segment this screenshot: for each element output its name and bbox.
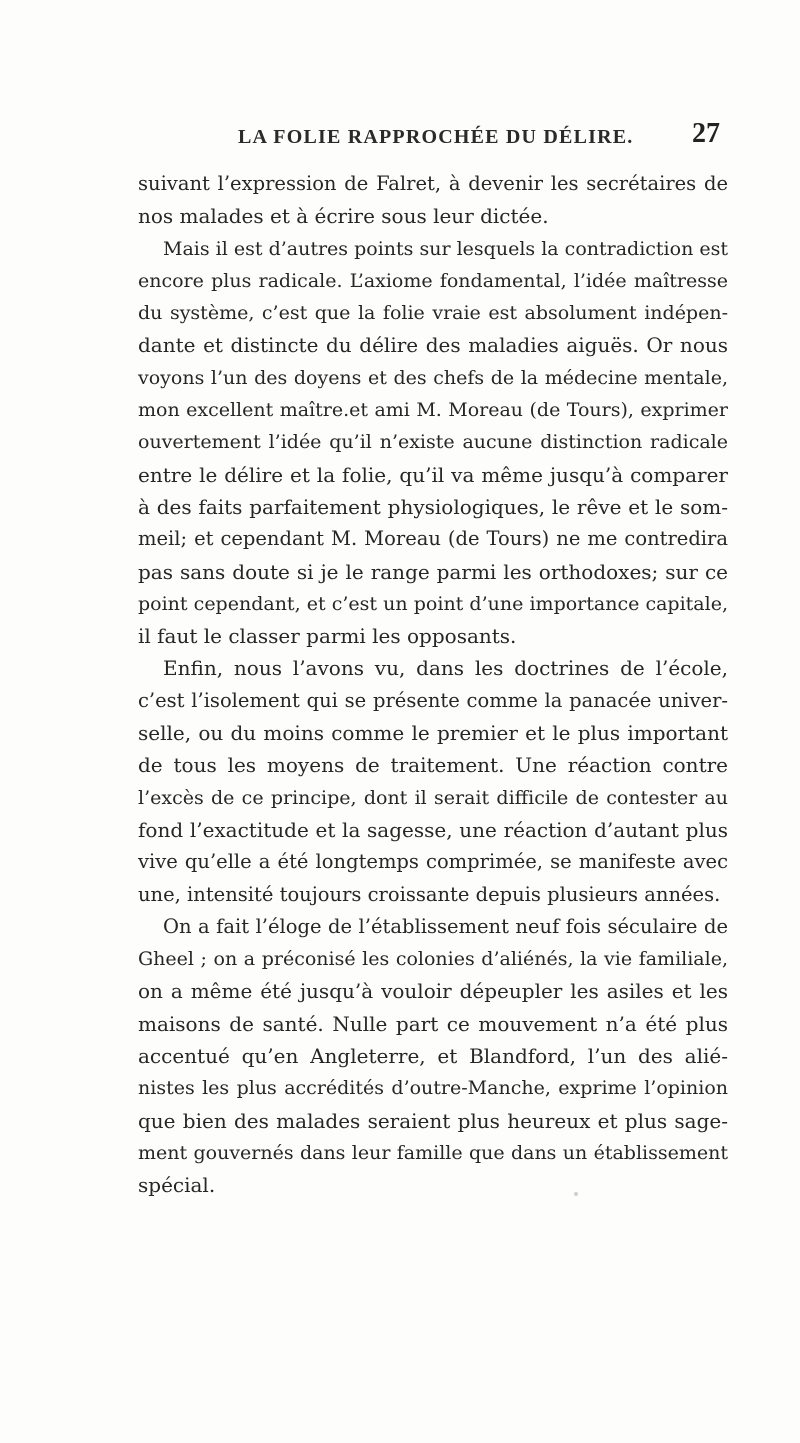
text-line: ouvertement l’idée qu’il n’existe aucune distinction radicale bbox=[138, 431, 728, 454]
body-text bbox=[138, 168, 728, 1202]
text-line: l’excès de ce principe, dont il serait difficile de contester au bbox=[138, 786, 728, 809]
text-line: encore plus radicale. L’axiome fondamental, l’idée maîtresse bbox=[138, 269, 728, 292]
text-line: que bien des malades seraient plus heureux et plus sage- bbox=[138, 1108, 728, 1133]
text-line: dante et distincte du délire des maladies aiguës. Or nous bbox=[138, 333, 728, 358]
paper-speck bbox=[574, 1192, 578, 1196]
running-head bbox=[238, 118, 720, 158]
text-line: pas sans doute si je le range parmi les orthodoxes; sur ce bbox=[138, 559, 728, 584]
text-line: entre le délire et la folie, qu’il va même jusqu’à comparer bbox=[138, 462, 728, 487]
text-line: à des faits parfaitement physiologiques, le rêve et le som- bbox=[138, 494, 728, 519]
text-line: on a même été jusqu’à vouloir dépeupler les asiles et les bbox=[138, 979, 728, 1004]
text-line: Gheel ; on a préconisé les colonies d’aliénés, la vie familiale, bbox=[138, 948, 728, 971]
text-line: spécial. bbox=[138, 1173, 216, 1198]
text-line: maisons de santé. Nulle part ce mouvement n’a été plus bbox=[138, 1011, 728, 1036]
text-line: Enfin, nous l’avons vu, dans les doctrines de l’école, bbox=[163, 656, 728, 681]
text-line: ment gouvernés dans leur famille que dans un établissement bbox=[138, 1141, 728, 1164]
running-title: LA FOLIE RAPPROCHÉE DU DÉLIRE. bbox=[238, 126, 634, 148]
text-line: nos malades et à écrire sous leur dictée. bbox=[138, 204, 549, 229]
text-line: suivant l’expression de Falret, à devenir les secrétaires de bbox=[138, 172, 728, 195]
text-line: de tous les moyens de traitement. Une réaction contre bbox=[138, 753, 728, 778]
text-line: une, intensité toujours croissante depuis plusieurs années. bbox=[138, 882, 721, 906]
text-line: mon excellent maître.et ami M. Moreau (de Tours), exprimer bbox=[138, 399, 728, 422]
text-line: selle, ou du moins comme le premier et le plus important bbox=[138, 721, 728, 746]
text-line: On a fait l’éloge de l’établissement neuf fois séculaire de bbox=[163, 914, 728, 938]
text-line: c’est l’isolement qui se présente comme la panacée univer- bbox=[138, 688, 728, 712]
text-line: du système, c’est que la folie vraie est absolument indépen- bbox=[138, 302, 728, 325]
text-line: vive qu’elle a été longtemps comprimée, se manifeste avec bbox=[138, 850, 728, 874]
text-line: Mais il est d’autres points sur lesquels la contradiction est bbox=[163, 237, 728, 260]
page-number: 27 bbox=[692, 118, 720, 149]
text-line: il faut le classer parmi les opposants. bbox=[138, 624, 517, 649]
text-line: accentué qu’en Angleterre, et Blandford, l’un des alié- bbox=[138, 1044, 728, 1069]
text-line: voyons l’un des doyens et des chefs de la médecine mentale, bbox=[138, 366, 728, 389]
text-line: meil; et cependant M. Moreau (de Tours) ne me contredira bbox=[138, 527, 728, 551]
text-line: fond l’exactitude et la sagesse, une réaction d’autant plus bbox=[138, 817, 728, 842]
text-line: nistes les plus accrédités d’outre-Manche, exprime l’opinion bbox=[138, 1077, 728, 1100]
text-line: point cependant, et c’est un point d’une importance capitale, bbox=[138, 592, 728, 615]
